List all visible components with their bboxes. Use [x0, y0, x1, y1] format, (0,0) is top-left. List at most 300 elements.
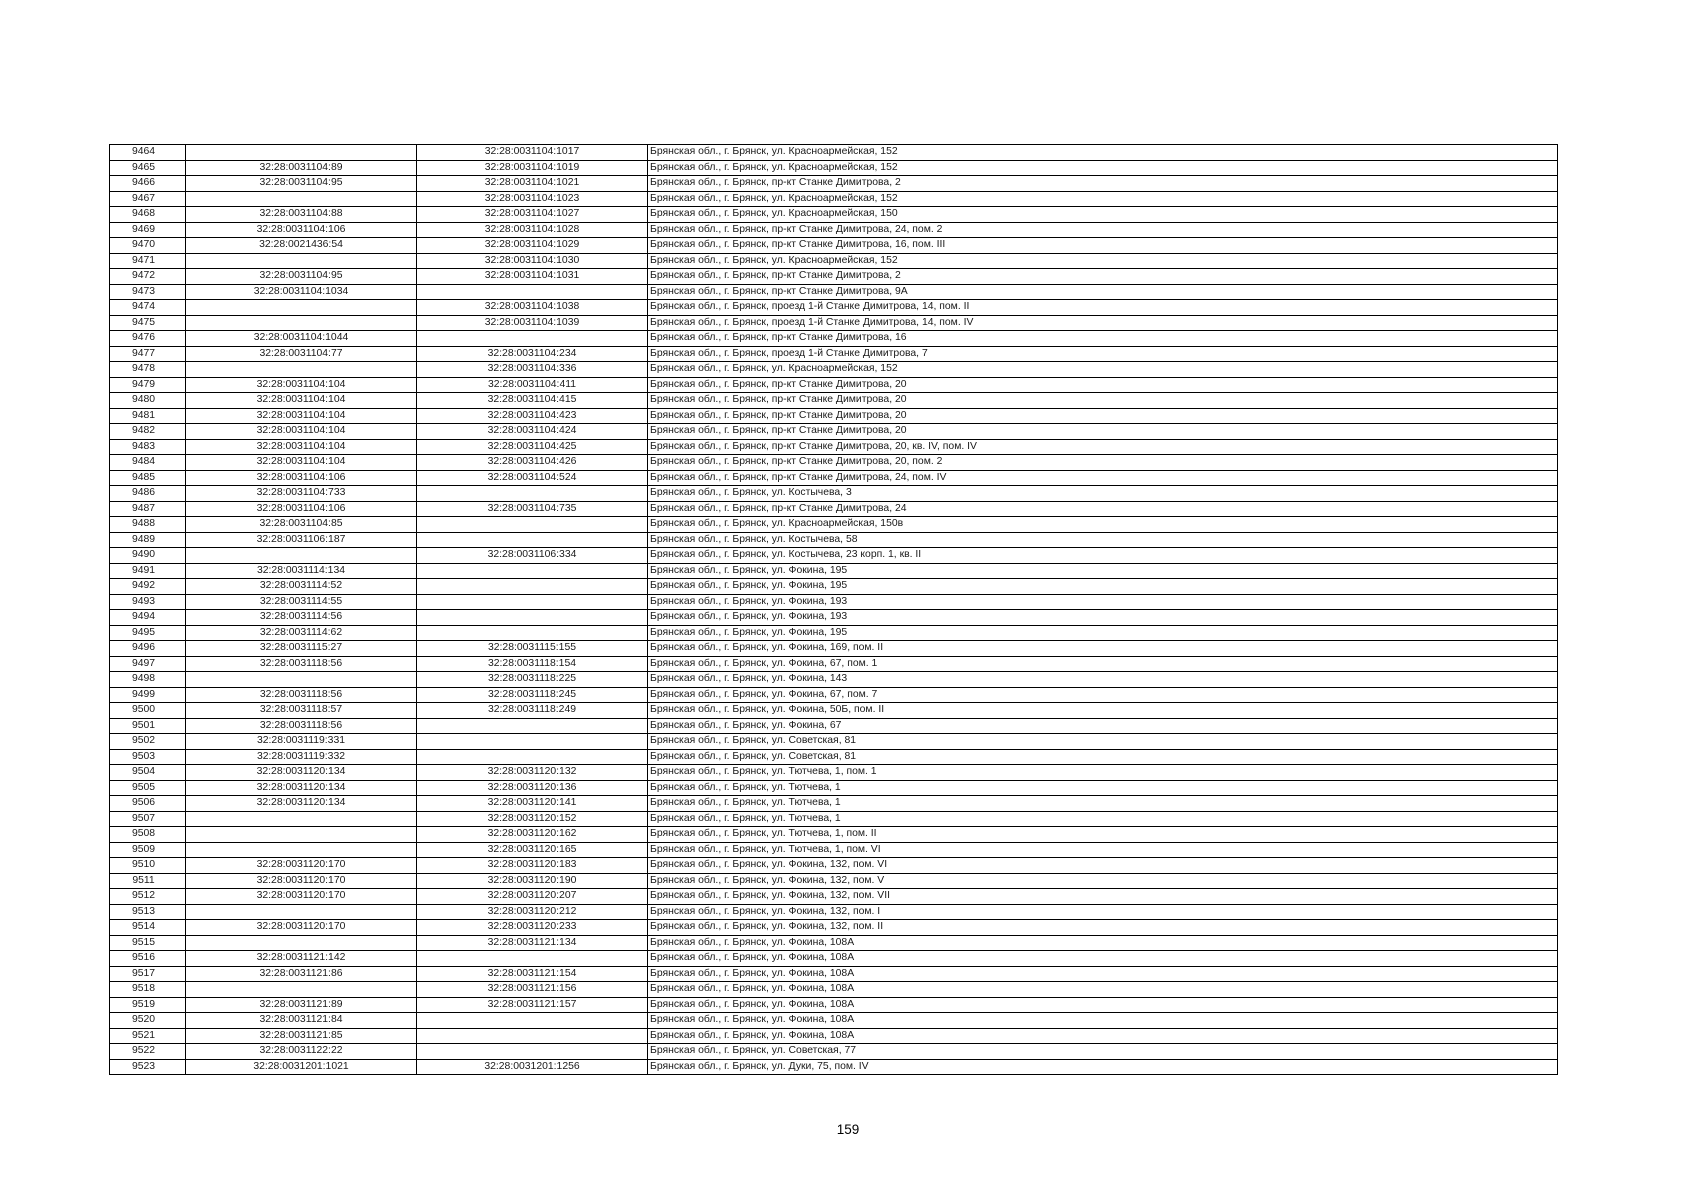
- table-row: [110, 780, 1558, 796]
- parcel-number-cell: 32:28:0031118:56: [186, 687, 417, 703]
- address-cell: Брянская обл., г. Брянск, ул. Фокина, 193: [648, 610, 1558, 626]
- object-number-cell: 32:28:0031121:157: [417, 997, 648, 1013]
- row-number-cell: 9504: [110, 765, 186, 781]
- address-cell: Брянская обл., г. Брянск, ул. Фокина, 108А: [648, 1028, 1558, 1044]
- address-cell: Брянская обл., г. Брянск, ул. Фокина, 132, пом. VI: [648, 858, 1558, 874]
- address-cell: Брянская обл., г. Брянск, ул. Красноармейская, 152: [648, 145, 1558, 161]
- row-number-cell: 9474: [110, 300, 186, 316]
- object-number-cell: 32:28:0031121:156: [417, 982, 648, 998]
- parcel-number-cell: [186, 982, 417, 998]
- address-cell: Брянская обл., г. Брянск, пр-кт Станке Димитрова, 16: [648, 331, 1558, 347]
- table-row: [110, 827, 1558, 843]
- parcel-number-cell: 32:28:0031104:104: [186, 408, 417, 424]
- object-number-cell: 32:28:0031120:207: [417, 889, 648, 905]
- object-number-cell: 32:28:0031104:1021: [417, 176, 648, 192]
- row-number-cell: 9482: [110, 424, 186, 440]
- object-number-cell: 32:28:0031104:425: [417, 439, 648, 455]
- table-row: [110, 532, 1558, 548]
- table-row: [110, 904, 1558, 920]
- address-cell: Брянская обл., г. Брянск, ул. Фокина, 108А: [648, 982, 1558, 998]
- object-number-cell: [417, 734, 648, 750]
- address-cell: Брянская обл., г. Брянск, ул. Фокина, 132, пом. II: [648, 920, 1558, 936]
- table-row: [110, 579, 1558, 595]
- parcel-number-cell: 32:28:0031104:106: [186, 470, 417, 486]
- address-cell: Брянская обл., г. Брянск, ул. Красноармейская, 152: [648, 160, 1558, 176]
- object-number-cell: 32:28:0031120:233: [417, 920, 648, 936]
- parcel-number-cell: 32:28:0031119:332: [186, 749, 417, 765]
- object-number-cell: 32:28:0031118:245: [417, 687, 648, 703]
- row-number-cell: 9516: [110, 951, 186, 967]
- parcel-number-cell: 32:28:0031114:56: [186, 610, 417, 626]
- table-row: [110, 796, 1558, 812]
- object-number-cell: 32:28:0031104:1039: [417, 315, 648, 331]
- table-row: [110, 222, 1558, 238]
- address-cell: Брянская обл., г. Брянск, ул. Красноармейская, 150в: [648, 517, 1558, 533]
- table-row: [110, 563, 1558, 579]
- parcel-number-cell: 32:28:0031121:142: [186, 951, 417, 967]
- object-number-cell: 32:28:0031104:1038: [417, 300, 648, 316]
- address-cell: Брянская обл., г. Брянск, ул. Фокина, 108А: [648, 935, 1558, 951]
- object-number-cell: [417, 610, 648, 626]
- row-number-cell: 9499: [110, 687, 186, 703]
- object-number-cell: 32:28:0031118:154: [417, 656, 648, 672]
- object-number-cell: [417, 517, 648, 533]
- object-number-cell: 32:28:0031104:1028: [417, 222, 648, 238]
- table-row: [110, 176, 1558, 192]
- row-number-cell: 9492: [110, 579, 186, 595]
- parcel-number-cell: [186, 362, 417, 378]
- address-cell: Брянская обл., г. Брянск, пр-кт Станке Димитрова, 24: [648, 501, 1558, 517]
- row-number-cell: 9500: [110, 703, 186, 719]
- address-cell: Брянская обл., г. Брянск, пр-кт Станке Димитрова, 20: [648, 377, 1558, 393]
- address-cell: Брянская обл., г. Брянск, ул. Красноармейская, 150: [648, 207, 1558, 223]
- table-row: [110, 253, 1558, 269]
- row-number-cell: 9471: [110, 253, 186, 269]
- object-number-cell: 32:28:0031118:225: [417, 672, 648, 688]
- parcel-number-cell: [186, 672, 417, 688]
- address-cell: Брянская обл., г. Брянск, ул. Фокина, 108А: [648, 966, 1558, 982]
- address-cell: Брянская обл., г. Брянск, ул. Костычева, 3: [648, 486, 1558, 502]
- parcel-number-cell: 32:28:0031104:85: [186, 517, 417, 533]
- parcel-number-cell: 32:28:0031114:134: [186, 563, 417, 579]
- row-number-cell: 9476: [110, 331, 186, 347]
- address-cell: Брянская обл., г. Брянск, ул. Фокина, 132, пом. VII: [648, 889, 1558, 905]
- table-row: [110, 1028, 1558, 1044]
- table-row: [110, 1013, 1558, 1029]
- address-cell: Брянская обл., г. Брянск, проезд 1-й Станке Димитрова, 14, пом. II: [648, 300, 1558, 316]
- table-row: [110, 765, 1558, 781]
- row-number-cell: 9521: [110, 1028, 186, 1044]
- object-number-cell: 32:28:0031104:424: [417, 424, 648, 440]
- table-row: [110, 920, 1558, 936]
- row-number-cell: 9467: [110, 191, 186, 207]
- object-number-cell: [417, 951, 648, 967]
- address-cell: Брянская обл., г. Брянск, пр-кт Станке Димитрова, 24, пом. 2: [648, 222, 1558, 238]
- address-cell: Брянская обл., г. Брянск, ул. Фокина, 169, пом. II: [648, 641, 1558, 657]
- object-number-cell: 32:28:0031121:134: [417, 935, 648, 951]
- table-row: [110, 424, 1558, 440]
- table-row: [110, 982, 1558, 998]
- parcel-number-cell: 32:28:0031104:104: [186, 424, 417, 440]
- object-number-cell: 32:28:0031120:152: [417, 811, 648, 827]
- object-number-cell: 32:28:0031201:1256: [417, 1059, 648, 1075]
- table-row: [110, 1044, 1558, 1060]
- object-number-cell: [417, 625, 648, 641]
- table-row: [110, 749, 1558, 765]
- row-number-cell: 9522: [110, 1044, 186, 1060]
- row-number-cell: 9505: [110, 780, 186, 796]
- object-number-cell: 32:28:0031104:1019: [417, 160, 648, 176]
- object-number-cell: [417, 1028, 648, 1044]
- object-number-cell: 32:28:0031115:155: [417, 641, 648, 657]
- object-number-cell: [417, 749, 648, 765]
- object-number-cell: [417, 579, 648, 595]
- table-row: [110, 966, 1558, 982]
- object-number-cell: 32:28:0031104:423: [417, 408, 648, 424]
- table-row: [110, 594, 1558, 610]
- row-number-cell: 9517: [110, 966, 186, 982]
- table-row: [110, 889, 1558, 905]
- object-number-cell: 32:28:0031104:1027: [417, 207, 648, 223]
- address-cell: Брянская обл., г. Брянск, ул. Советская, 81: [648, 734, 1558, 750]
- parcel-number-cell: 32:28:0031114:52: [186, 579, 417, 595]
- parcel-number-cell: 32:28:0031114:62: [186, 625, 417, 641]
- object-number-cell: 32:28:0031106:334: [417, 548, 648, 564]
- row-number-cell: 9483: [110, 439, 186, 455]
- parcel-number-cell: 32:28:0031118:57: [186, 703, 417, 719]
- row-number-cell: 9465: [110, 160, 186, 176]
- address-cell: Брянская обл., г. Брянск, ул. Тютчева, 1, пом. VI: [648, 842, 1558, 858]
- row-number-cell: 9470: [110, 238, 186, 254]
- row-number-cell: 9501: [110, 718, 186, 734]
- address-cell: Брянская обл., г. Брянск, проезд 1-й Станке Димитрова, 14, пом. IV: [648, 315, 1558, 331]
- parcel-number-cell: 32:28:0031121:84: [186, 1013, 417, 1029]
- object-number-cell: 32:28:0031120:183: [417, 858, 648, 874]
- row-number-cell: 9514: [110, 920, 186, 936]
- parcel-number-cell: 32:28:0031120:170: [186, 873, 417, 889]
- address-cell: Брянская обл., г. Брянск, ул. Фокина, 108А: [648, 997, 1558, 1013]
- row-number-cell: 9477: [110, 346, 186, 362]
- parcel-number-cell: 32:28:0031106:187: [186, 532, 417, 548]
- object-number-cell: 32:28:0031104:1031: [417, 269, 648, 285]
- object-number-cell: 32:28:0031104:426: [417, 455, 648, 471]
- parcel-number-cell: 32:28:0031104:733: [186, 486, 417, 502]
- parcel-number-cell: 32:28:0031115:27: [186, 641, 417, 657]
- table-row: [110, 997, 1558, 1013]
- address-cell: Брянская обл., г. Брянск, пр-кт Станке Димитрова, 20: [648, 408, 1558, 424]
- table-row: [110, 548, 1558, 564]
- row-number-cell: 9489: [110, 532, 186, 548]
- parcel-number-cell: 32:28:0031120:134: [186, 780, 417, 796]
- table-row: [110, 455, 1558, 471]
- row-number-cell: 9485: [110, 470, 186, 486]
- object-number-cell: [417, 718, 648, 734]
- parcel-number-cell: [186, 935, 417, 951]
- row-number-cell: 9468: [110, 207, 186, 223]
- address-cell: Брянская обл., г. Брянск, ул. Тютчева, 1, пом. 1: [648, 765, 1558, 781]
- table-row: [110, 393, 1558, 409]
- table-row: [110, 517, 1558, 533]
- object-number-cell: [417, 563, 648, 579]
- table-row: [110, 269, 1558, 285]
- parcel-number-cell: 32:28:0031120:170: [186, 889, 417, 905]
- table-row: [110, 486, 1558, 502]
- page-number: 159: [836, 1122, 860, 1137]
- row-number-cell: 9512: [110, 889, 186, 905]
- parcel-number-cell: [186, 842, 417, 858]
- row-number-cell: 9493: [110, 594, 186, 610]
- row-number-cell: 9490: [110, 548, 186, 564]
- object-number-cell: 32:28:0031104:1029: [417, 238, 648, 254]
- address-cell: Брянская обл., г. Брянск, ул. Костычева, 58: [648, 532, 1558, 548]
- parcel-number-cell: 32:28:0031120:134: [186, 765, 417, 781]
- address-cell: Брянская обл., г. Брянск, ул. Красноармейская, 152: [648, 362, 1558, 378]
- address-cell: Брянская обл., г. Брянск, ул. Фокина, 195: [648, 563, 1558, 579]
- parcel-number-cell: 32:28:0031120:170: [186, 858, 417, 874]
- object-number-cell: 32:28:0031104:1017: [417, 145, 648, 161]
- row-number-cell: 9506: [110, 796, 186, 812]
- parcel-number-cell: 32:28:0031114:55: [186, 594, 417, 610]
- records-table: [109, 144, 1558, 1075]
- row-number-cell: 9472: [110, 269, 186, 285]
- parcel-number-cell: 32:28:0031104:104: [186, 455, 417, 471]
- parcel-number-cell: [186, 827, 417, 843]
- object-number-cell: 32:28:0031104:735: [417, 501, 648, 517]
- parcel-number-cell: 32:28:0031120:170: [186, 920, 417, 936]
- table-row: [110, 1059, 1558, 1075]
- address-cell: Брянская обл., г. Брянск, ул. Костычева, 23 корп. 1, кв. II: [648, 548, 1558, 564]
- row-number-cell: 9523: [110, 1059, 186, 1075]
- table-row: [110, 951, 1558, 967]
- table-row: [110, 346, 1558, 362]
- parcel-number-cell: 32:28:0031104:95: [186, 176, 417, 192]
- address-cell: Брянская обл., г. Брянск, ул. Советская, 77: [648, 1044, 1558, 1060]
- row-number-cell: 9515: [110, 935, 186, 951]
- table-row: [110, 439, 1558, 455]
- parcel-number-cell: 32:28:0031104:89: [186, 160, 417, 176]
- row-number-cell: 9510: [110, 858, 186, 874]
- object-number-cell: [417, 532, 648, 548]
- address-cell: Брянская обл., г. Брянск, ул. Тютчева, 1: [648, 780, 1558, 796]
- parcel-number-cell: [186, 300, 417, 316]
- table-row: [110, 408, 1558, 424]
- row-number-cell: 9478: [110, 362, 186, 378]
- address-cell: Брянская обл., г. Брянск, пр-кт Станке Димитрова, 9А: [648, 284, 1558, 300]
- parcel-number-cell: [186, 811, 417, 827]
- address-cell: Брянская обл., г. Брянск, пр-кт Станке Димитрова, 2: [648, 176, 1558, 192]
- table-row: [110, 362, 1558, 378]
- parcel-number-cell: 32:28:0031104:95: [186, 269, 417, 285]
- records-table-body: [110, 145, 1558, 1075]
- table-row: [110, 191, 1558, 207]
- parcel-number-cell: 32:28:0031118:56: [186, 718, 417, 734]
- parcel-number-cell: 32:28:0031121:85: [186, 1028, 417, 1044]
- address-cell: Брянская обл., г. Брянск, ул. Фокина, 50Б, пом. II: [648, 703, 1558, 719]
- table-row: [110, 656, 1558, 672]
- object-number-cell: 32:28:0031121:154: [417, 966, 648, 982]
- table-row: [110, 703, 1558, 719]
- table-row: [110, 331, 1558, 347]
- address-cell: Брянская обл., г. Брянск, ул. Тютчева, 1: [648, 811, 1558, 827]
- row-number-cell: 9502: [110, 734, 186, 750]
- parcel-number-cell: [186, 904, 417, 920]
- address-cell: Брянская обл., г. Брянск, ул. Фокина, 132, пом. V: [648, 873, 1558, 889]
- table-row: [110, 842, 1558, 858]
- table-row: [110, 610, 1558, 626]
- address-cell: Брянская обл., г. Брянск, ул. Дуки, 75, пом. IV: [648, 1059, 1558, 1075]
- address-cell: Брянская обл., г. Брянск, пр-кт Станке Димитрова, 20: [648, 393, 1558, 409]
- parcel-number-cell: 32:28:0031104:1034: [186, 284, 417, 300]
- parcel-number-cell: [186, 548, 417, 564]
- table-row: [110, 315, 1558, 331]
- row-number-cell: 9475: [110, 315, 186, 331]
- object-number-cell: 32:28:0031120:212: [417, 904, 648, 920]
- row-number-cell: 9511: [110, 873, 186, 889]
- object-number-cell: 32:28:0031104:1030: [417, 253, 648, 269]
- row-number-cell: 9518: [110, 982, 186, 998]
- address-cell: Брянская обл., г. Брянск, ул. Фокина, 67, пом. 7: [648, 687, 1558, 703]
- row-number-cell: 9495: [110, 625, 186, 641]
- address-cell: Брянская обл., г. Брянск, ул. Тютчева, 1: [648, 796, 1558, 812]
- address-cell: Брянская обл., г. Брянск, ул. Фокина, 108А: [648, 951, 1558, 967]
- object-number-cell: [417, 594, 648, 610]
- object-number-cell: 32:28:0031104:336: [417, 362, 648, 378]
- address-cell: Брянская обл., г. Брянск, пр-кт Станке Димитрова, 24, пом. IV: [648, 470, 1558, 486]
- parcel-number-cell: 32:28:0031120:134: [186, 796, 417, 812]
- row-number-cell: 9484: [110, 455, 186, 471]
- row-number-cell: 9487: [110, 501, 186, 517]
- address-cell: Брянская обл., г. Брянск, пр-кт Станке Димитрова, 20, кв. IV, пом. IV: [648, 439, 1558, 455]
- row-number-cell: 9520: [110, 1013, 186, 1029]
- row-number-cell: 9491: [110, 563, 186, 579]
- address-cell: Брянская обл., г. Брянск, пр-кт Станке Димитрова, 20: [648, 424, 1558, 440]
- table-row: [110, 718, 1558, 734]
- table-row: [110, 145, 1558, 161]
- object-number-cell: 32:28:0031104:411: [417, 377, 648, 393]
- table-row: [110, 858, 1558, 874]
- parcel-number-cell: 32:28:0031104:77: [186, 346, 417, 362]
- table-row: [110, 284, 1558, 300]
- parcel-number-cell: [186, 145, 417, 161]
- row-number-cell: 9464: [110, 145, 186, 161]
- parcel-number-cell: 32:28:0031122:22: [186, 1044, 417, 1060]
- parcel-number-cell: 32:28:0031104:1044: [186, 331, 417, 347]
- object-number-cell: 32:28:0031120:162: [417, 827, 648, 843]
- table-row: [110, 377, 1558, 393]
- address-cell: Брянская обл., г. Брянск, ул. Фокина, 193: [648, 594, 1558, 610]
- object-number-cell: 32:28:0031120:132: [417, 765, 648, 781]
- table-row: [110, 207, 1558, 223]
- row-number-cell: 9486: [110, 486, 186, 502]
- address-cell: Брянская обл., г. Брянск, ул. Красноармейская, 152: [648, 191, 1558, 207]
- parcel-number-cell: 32:28:0031104:88: [186, 207, 417, 223]
- parcel-number-cell: 32:28:0031121:86: [186, 966, 417, 982]
- parcel-number-cell: [186, 191, 417, 207]
- table-row: [110, 811, 1558, 827]
- row-number-cell: 9488: [110, 517, 186, 533]
- row-number-cell: 9519: [110, 997, 186, 1013]
- parcel-number-cell: 32:28:0031201:1021: [186, 1059, 417, 1075]
- parcel-number-cell: 32:28:0031121:89: [186, 997, 417, 1013]
- parcel-number-cell: 32:28:0031118:56: [186, 656, 417, 672]
- address-cell: Брянская обл., г. Брянск, ул. Советская, 81: [648, 749, 1558, 765]
- table-row: [110, 935, 1558, 951]
- table-row: [110, 873, 1558, 889]
- address-cell: Брянская обл., г. Брянск, ул. Красноармейская, 152: [648, 253, 1558, 269]
- object-number-cell: [417, 331, 648, 347]
- row-number-cell: 9494: [110, 610, 186, 626]
- parcel-number-cell: 32:28:0031119:331: [186, 734, 417, 750]
- row-number-cell: 9466: [110, 176, 186, 192]
- row-number-cell: 9496: [110, 641, 186, 657]
- table-row: [110, 238, 1558, 254]
- object-number-cell: 32:28:0031120:136: [417, 780, 648, 796]
- row-number-cell: 9469: [110, 222, 186, 238]
- object-number-cell: [417, 486, 648, 502]
- parcel-number-cell: [186, 253, 417, 269]
- table-row: [110, 300, 1558, 316]
- row-number-cell: 9513: [110, 904, 186, 920]
- address-cell: Брянская обл., г. Брянск, ул. Фокина, 143: [648, 672, 1558, 688]
- object-number-cell: 32:28:0031104:234: [417, 346, 648, 362]
- address-cell: Брянская обл., г. Брянск, ул. Тютчева, 1, пом. II: [648, 827, 1558, 843]
- row-number-cell: 9509: [110, 842, 186, 858]
- table-row: [110, 687, 1558, 703]
- table-row: [110, 501, 1558, 517]
- parcel-number-cell: 32:28:0031104:106: [186, 501, 417, 517]
- address-cell: Брянская обл., г. Брянск, проезд 1-й Станке Димитрова, 7: [648, 346, 1558, 362]
- object-number-cell: 32:28:0031118:249: [417, 703, 648, 719]
- address-cell: Брянская обл., г. Брянск, пр-кт Станке Димитрова, 16, пом. III: [648, 238, 1558, 254]
- object-number-cell: 32:28:0031104:415: [417, 393, 648, 409]
- parcel-number-cell: 32:28:0031104:106: [186, 222, 417, 238]
- table-row: [110, 160, 1558, 176]
- parcel-number-cell: [186, 315, 417, 331]
- table-row: [110, 470, 1558, 486]
- address-cell: Брянская обл., г. Брянск, ул. Фокина, 108А: [648, 1013, 1558, 1029]
- address-cell: Брянская обл., г. Брянск, ул. Фокина, 67: [648, 718, 1558, 734]
- parcel-number-cell: 32:28:0021436:54: [186, 238, 417, 254]
- object-number-cell: 32:28:0031104:524: [417, 470, 648, 486]
- row-number-cell: 9481: [110, 408, 186, 424]
- address-cell: Брянская обл., г. Брянск, ул. Фокина, 132, пом. I: [648, 904, 1558, 920]
- object-number-cell: 32:28:0031104:1023: [417, 191, 648, 207]
- parcel-number-cell: 32:28:0031104:104: [186, 439, 417, 455]
- address-cell: Брянская обл., г. Брянск, ул. Фокина, 195: [648, 625, 1558, 641]
- row-number-cell: 9473: [110, 284, 186, 300]
- row-number-cell: 9508: [110, 827, 186, 843]
- table-row: [110, 672, 1558, 688]
- address-cell: Брянская обл., г. Брянск, ул. Фокина, 195: [648, 579, 1558, 595]
- object-number-cell: [417, 1044, 648, 1060]
- row-number-cell: 9479: [110, 377, 186, 393]
- row-number-cell: 9497: [110, 656, 186, 672]
- object-number-cell: 32:28:0031120:165: [417, 842, 648, 858]
- table-row: [110, 625, 1558, 641]
- parcel-number-cell: 32:28:0031104:104: [186, 393, 417, 409]
- row-number-cell: 9507: [110, 811, 186, 827]
- object-number-cell: [417, 284, 648, 300]
- row-number-cell: 9498: [110, 672, 186, 688]
- object-number-cell: 32:28:0031120:141: [417, 796, 648, 812]
- table-row: [110, 734, 1558, 750]
- parcel-number-cell: 32:28:0031104:104: [186, 377, 417, 393]
- row-number-cell: 9503: [110, 749, 186, 765]
- table-row: [110, 641, 1558, 657]
- object-number-cell: [417, 1013, 648, 1029]
- object-number-cell: 32:28:0031120:190: [417, 873, 648, 889]
- address-cell: Брянская обл., г. Брянск, ул. Фокина, 67, пом. 1: [648, 656, 1558, 672]
